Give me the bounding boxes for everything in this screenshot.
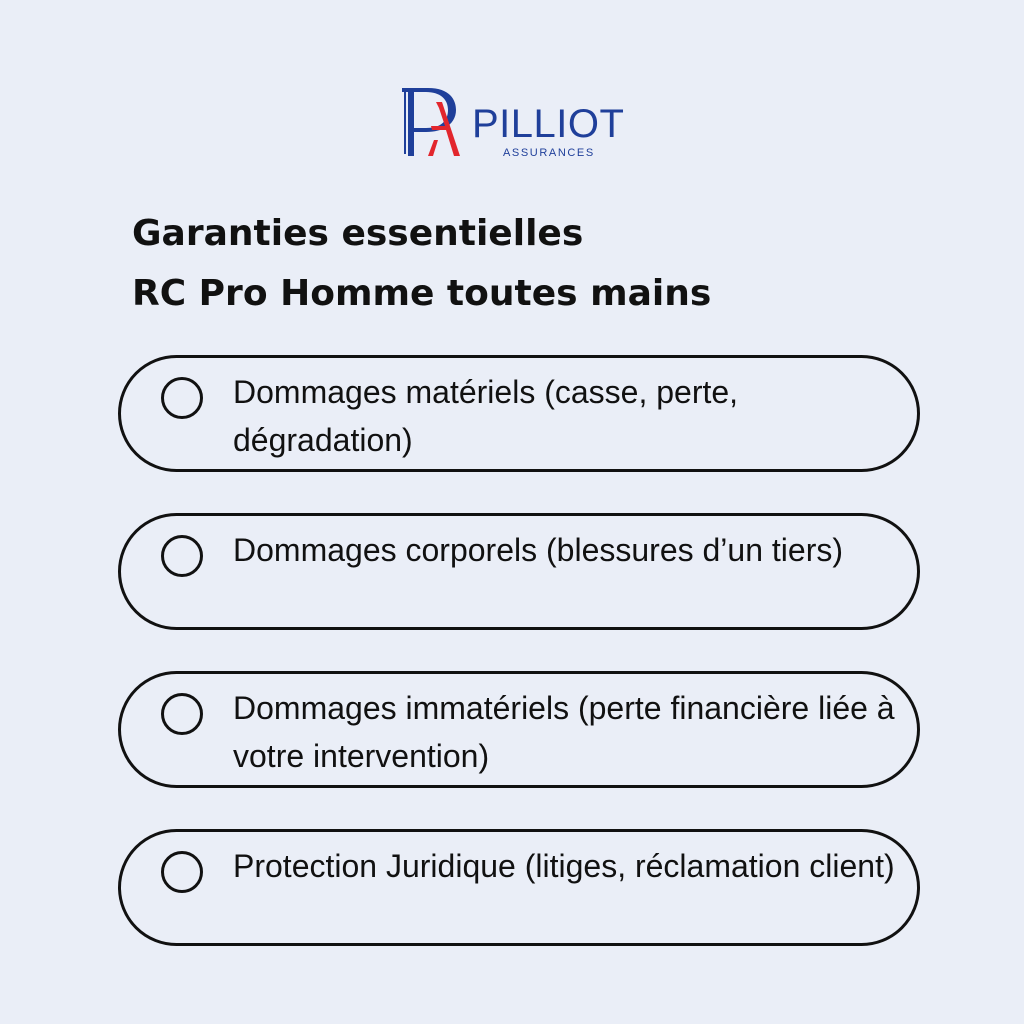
title-line-1: Garanties essentielles [132, 213, 584, 254]
guarantee-label: Protection Juridique (litiges, réclamation client) [233, 848, 895, 884]
guarantee-item [118, 513, 920, 630]
guarantee-item [118, 355, 920, 472]
radio-circle-icon[interactable] [161, 693, 203, 735]
page-title [132, 204, 711, 324]
guarantee-item [118, 671, 920, 788]
pa-monogram-icon [398, 84, 462, 160]
radio-circle-icon[interactable] [161, 535, 203, 577]
radio-circle-icon[interactable] [161, 377, 203, 419]
title-line-2: RC Pro Homme toutes mains [132, 273, 712, 314]
brand-subtitle: ASSURANCES [503, 147, 595, 159]
pilliot-logo [398, 84, 628, 160]
guarantees-list [118, 355, 920, 946]
guarantee-label: Dommages matériels (casse, perte, dégradation) [233, 374, 739, 458]
brand-name: PILLIOT [472, 102, 625, 146]
guarantee-item [118, 829, 920, 946]
guarantee-label: Dommages corporels (blessures d’un tiers) [233, 532, 843, 568]
radio-circle-icon[interactable] [161, 851, 203, 893]
guarantee-label: Dommages immatériels (perte financière liée à votre intervention) [233, 690, 895, 774]
